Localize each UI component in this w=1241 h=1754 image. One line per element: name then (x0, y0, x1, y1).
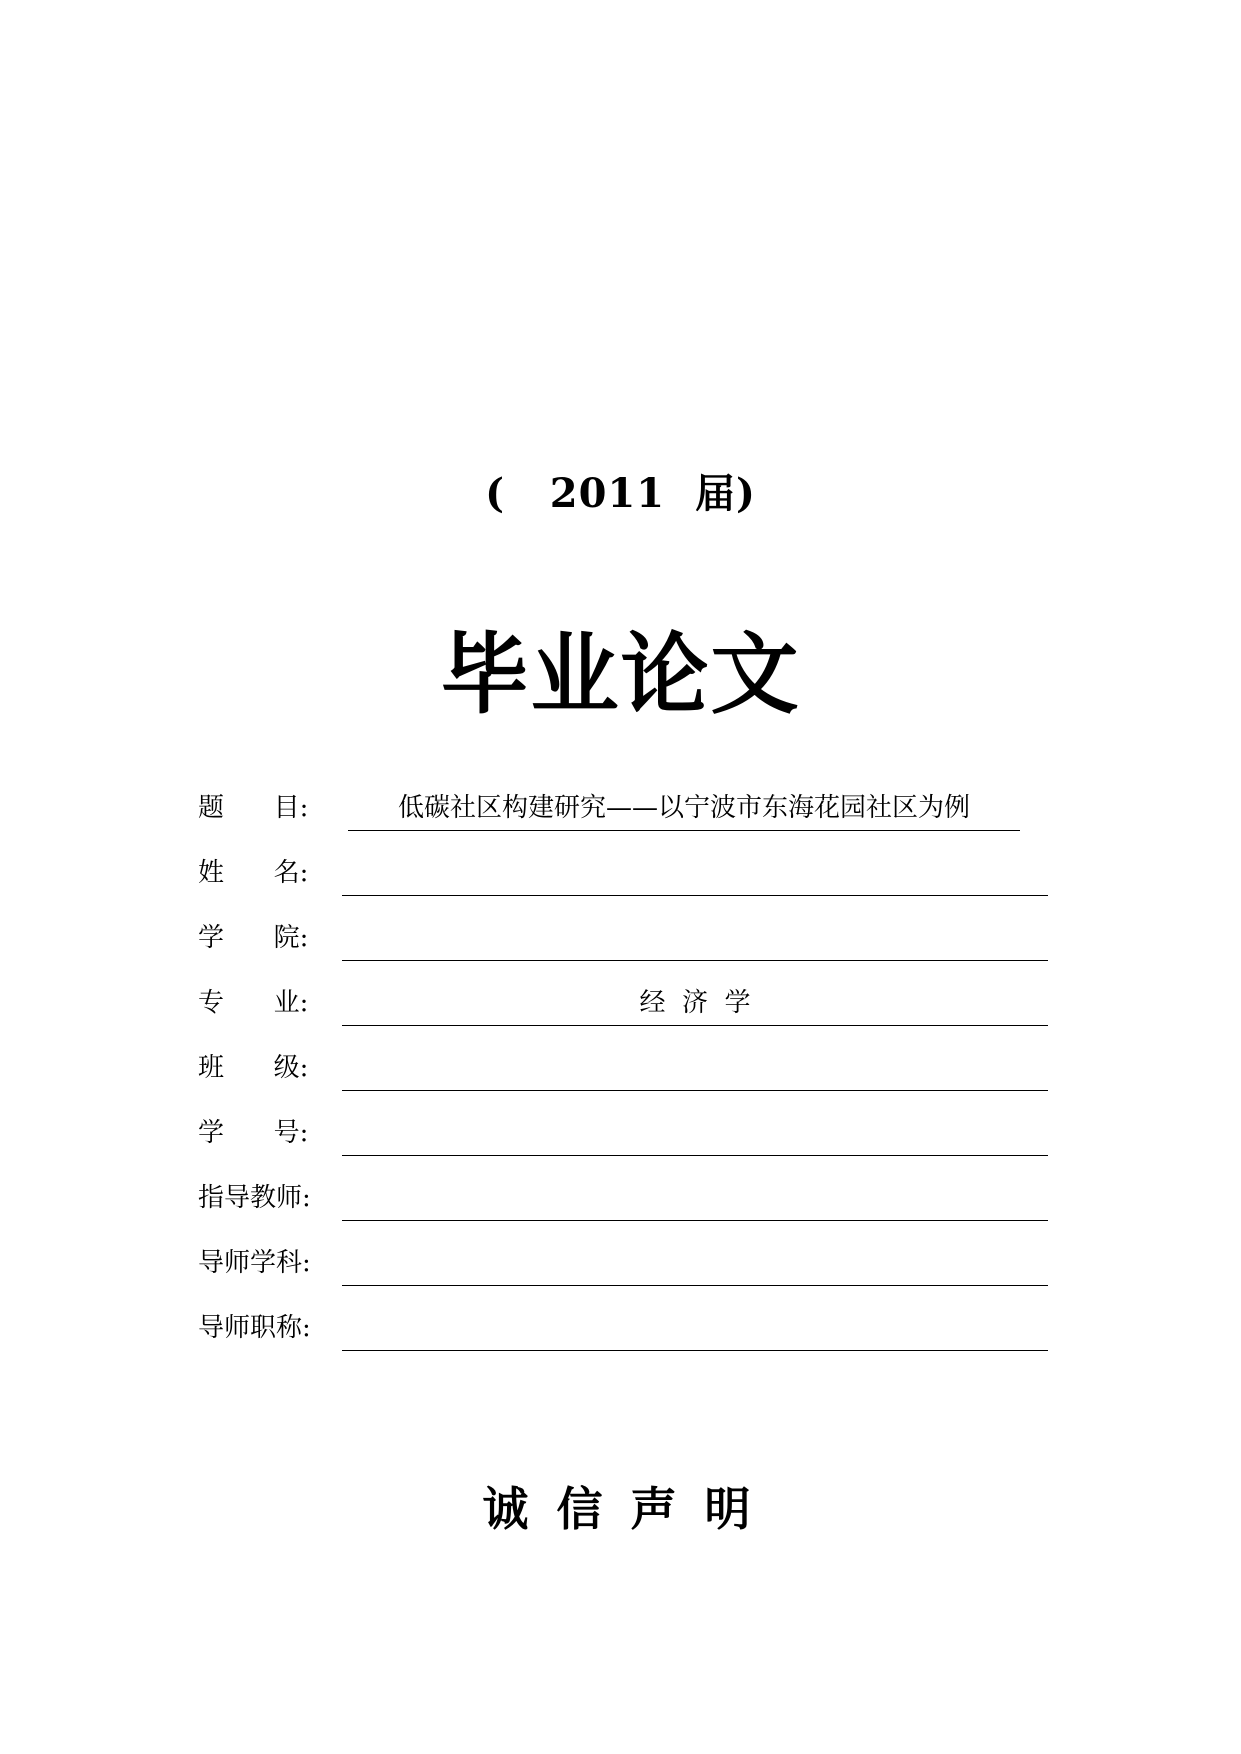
field-label-college: 学 院: (198, 923, 309, 953)
field-value-advisor-discipline (342, 1243, 1048, 1286)
field-label-advisor-discipline: 导师学科: (198, 1248, 311, 1278)
field-value-advisor-title (342, 1308, 1048, 1351)
field-row-topic (198, 788, 1048, 836)
graduation-year: ( 2011 届) (485, 470, 756, 517)
field-label-advisor-title: 导师职称: (198, 1313, 311, 1343)
field-value-college (342, 918, 1048, 961)
thesis-title-heading: 毕业论文 (440, 622, 801, 726)
field-label-topic: 题 目: (198, 793, 309, 823)
field-value-name (342, 853, 1048, 896)
field-row-advisor-discipline (198, 1243, 1048, 1291)
field-value-topic: 低碳社区构建研究——以宁波市东海花园社区为例 (348, 788, 1020, 831)
field-row-student-id (198, 1113, 1048, 1161)
field-row-name (198, 853, 1048, 901)
field-value-major: 经 济 学 (342, 983, 1048, 1026)
field-row-advisor-title (198, 1308, 1048, 1356)
field-value-student-id (342, 1113, 1048, 1156)
field-label-major: 专 业: (198, 988, 309, 1018)
field-label-class: 班 级: (198, 1053, 309, 1083)
field-label-advisor: 指导教师: (198, 1183, 311, 1213)
field-row-college (198, 918, 1048, 966)
field-value-class (342, 1048, 1048, 1091)
integrity-statement-heading: 诚信声明 (482, 1482, 779, 1536)
field-value-advisor (342, 1178, 1048, 1221)
field-row-class (198, 1048, 1048, 1096)
field-row-major (198, 983, 1048, 1031)
field-row-advisor (198, 1178, 1048, 1226)
field-label-student-id: 学 号: (198, 1118, 309, 1148)
field-label-name: 姓 名: (198, 858, 309, 888)
